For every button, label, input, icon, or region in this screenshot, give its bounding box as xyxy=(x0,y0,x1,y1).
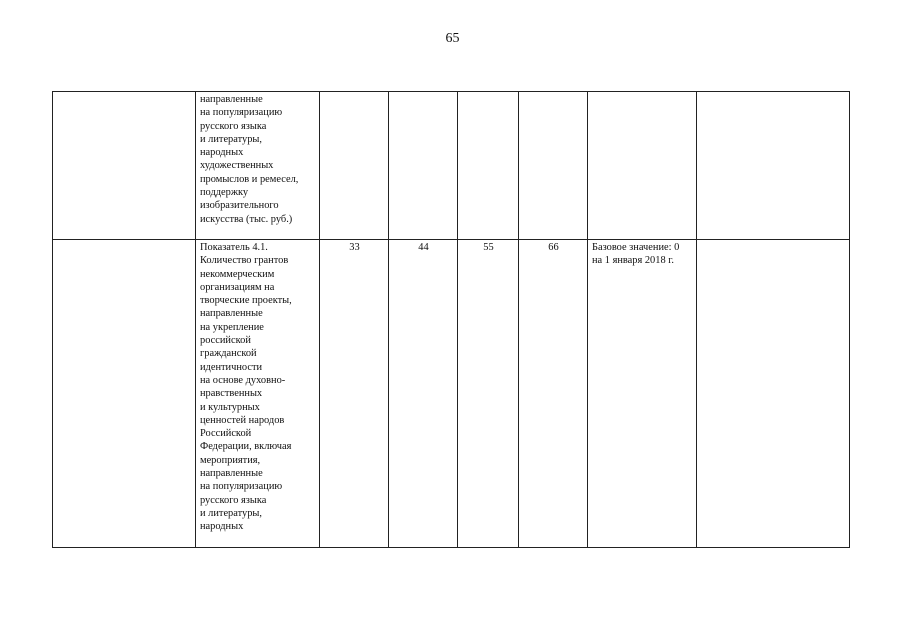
value-cell-3 xyxy=(458,92,519,240)
value-cell-1 xyxy=(320,92,389,240)
empty-cell xyxy=(53,92,196,240)
note-cell xyxy=(588,92,697,240)
note-cell: Базовое значение: 0 на 1 января 2018 г. xyxy=(588,240,697,548)
empty-cell xyxy=(697,92,850,240)
value-cell-2: 44 xyxy=(389,240,458,548)
indicator-text-cell: направленные на популяризацию русского языка и литературы, народных художественных промыслов и ремесел, поддержку изобразительного искусства (тыс. руб.) xyxy=(196,92,320,240)
value-cell-4: 66 xyxy=(519,240,588,548)
table-row xyxy=(53,92,850,240)
value-cell-2 xyxy=(389,92,458,240)
value-cell-1: 33 xyxy=(320,240,389,548)
value-cell-4 xyxy=(519,92,588,240)
page-number: 65 xyxy=(445,31,460,46)
value-cell-3: 55 xyxy=(458,240,519,548)
indicator-text-cell: Показатель 4.1. Количество грантов некоммерческим организациям на творческие проекты, направленные на укрепление российской гражданской идентичности на основе духовно- нравственных и культурных ценностей народов Российской Федерации, включая мероприятия, направленные на популяризацию русского языка и литературы, народных xyxy=(196,240,320,548)
table-row xyxy=(53,240,850,548)
empty-cell xyxy=(697,240,850,548)
empty-cell xyxy=(53,240,196,548)
indicators-table xyxy=(52,91,850,548)
